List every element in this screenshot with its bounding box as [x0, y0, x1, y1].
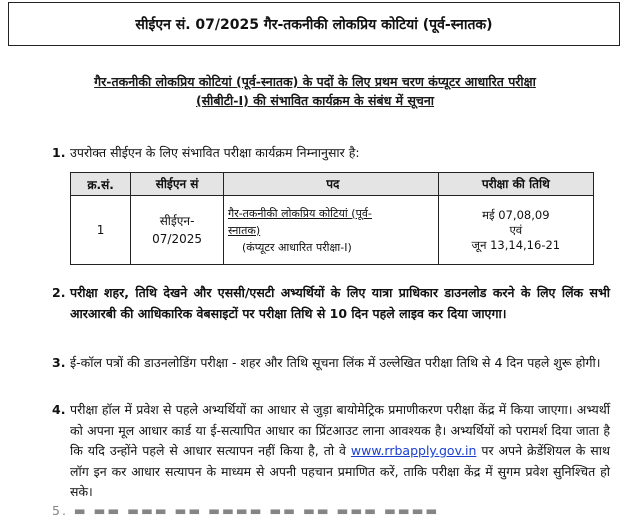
- point-text: ई-कॉल पत्रों की डाउनलोडिंग परीक्षा - शहर और तिथि सूचना लिंक में उल्लेखित परीक्षा तिथि से 4 दिन पहले शुरू होगी।: [70, 355, 601, 370]
- point-text: परीक्षा शहर, तिथि देखने और एससी/एसटी अभ्यर्थियों के लिए यात्रा प्राधिकार डाउनलोड करने के लिए लिंक सभी आरआरबी की आधिकारिक वेबसाइटों पर परीक्षा तिथि से 10 दिन पहले लाइव कर दिया जाएगा।: [70, 285, 610, 321]
- post-line3: (कंप्यूटर आधारित परीक्षा-I): [242, 240, 352, 254]
- point-number: 4.: [52, 402, 66, 417]
- page-title: सीईएन सं. 07/2025 गैर-तकनीकी लोकप्रिय कोटियां (पूर्व-स्नातक): [135, 16, 493, 33]
- point-text: [70, 400, 610, 503]
- point-text-before: परीक्षा हॉल में प्रवेश से पहले अभ्यर्थियों का आधार से जुड़ा बायोमेट्रिक प्रमाणीकरण परीक्षा केंद्र में किया जाएगा। अभ्यर्थी को अपना मूल आधार कार्ड या ई-सत्यापित आधार का प्रिंटआउट लाना आवश्यक है। अभ्यर्थियों को परामर्श दिया जाता है कि यदि उन्होंने पहले से आधार सत्यापन नहीं किया है, तो वे: [70, 402, 610, 458]
- cell-sn: 1: [71, 196, 131, 265]
- point-text: उपरोक्त सीईएन के लिए संभावित परीक्षा कार्यक्रम निम्नानुसार है:: [70, 145, 360, 160]
- cen-line2: 07/2025: [152, 232, 202, 246]
- cut-off-text-fragment: 5. ▬ ▬▬ ▬▬▬ ▬▬ ▬▬▬▬ ▬▬ ▬▬ ▬▬▬ ▬▬▬▬: [52, 503, 440, 516]
- post-line2: स्नातक): [228, 223, 261, 237]
- point-number: 3.: [52, 355, 66, 370]
- cell-cen: [131, 196, 224, 265]
- rrbapply-link[interactable]: www.rrbapply.gov.in: [350, 443, 477, 458]
- col-header-post: पद: [224, 173, 439, 196]
- col-header-cen: सीईएन सं: [131, 173, 224, 196]
- notice-title-line1: गैर-तकनीकी लोकप्रिय कोटियां (पूर्व-स्नातक) के पदों के लिए प्रथम चरण कंप्यूटर आधारित परीक्षा: [94, 74, 536, 89]
- col-header-sn: क्र.सं.: [71, 173, 131, 196]
- table-row: [71, 196, 594, 265]
- cen-line1: सीईएन-: [159, 214, 195, 228]
- post-line1: गैर-तकनीकी लोकप्रिय कोटियां (पूर्व-: [228, 206, 372, 220]
- table-header-row: [71, 173, 594, 196]
- cell-post: [224, 196, 439, 265]
- point-3: [52, 353, 610, 374]
- schedule-table: [70, 172, 594, 265]
- cell-date: [438, 196, 593, 265]
- notice-title: [30, 72, 600, 110]
- notice-title-line2: (सीबीटी-I) की संभावित कार्यक्रम के संबंध में सूचना: [195, 93, 435, 108]
- point-1: [52, 143, 610, 164]
- point-2: [52, 283, 610, 324]
- point-number: 1.: [52, 145, 66, 160]
- col-header-date: परीक्षा की तिथि: [438, 173, 593, 196]
- date-line2: एवं: [509, 222, 523, 237]
- date-line1: मई 07,08,09: [482, 207, 550, 222]
- cut-off-line: [52, 503, 612, 516]
- header-box: [8, 2, 620, 46]
- point-4: [52, 400, 610, 503]
- point-text-after: पर अपने क्रेडेंशियल के साथ लॉग इन कर आधार सत्यापन के माध्यम से अपनी पहचान प्रमाणित करें, ताकि परीक्षा केंद्र में सुगम प्रवेश सुनिश्चित हो सके।: [70, 443, 610, 499]
- point-number: 2.: [52, 285, 66, 300]
- date-line3: जून 13,14,16-21: [471, 237, 561, 252]
